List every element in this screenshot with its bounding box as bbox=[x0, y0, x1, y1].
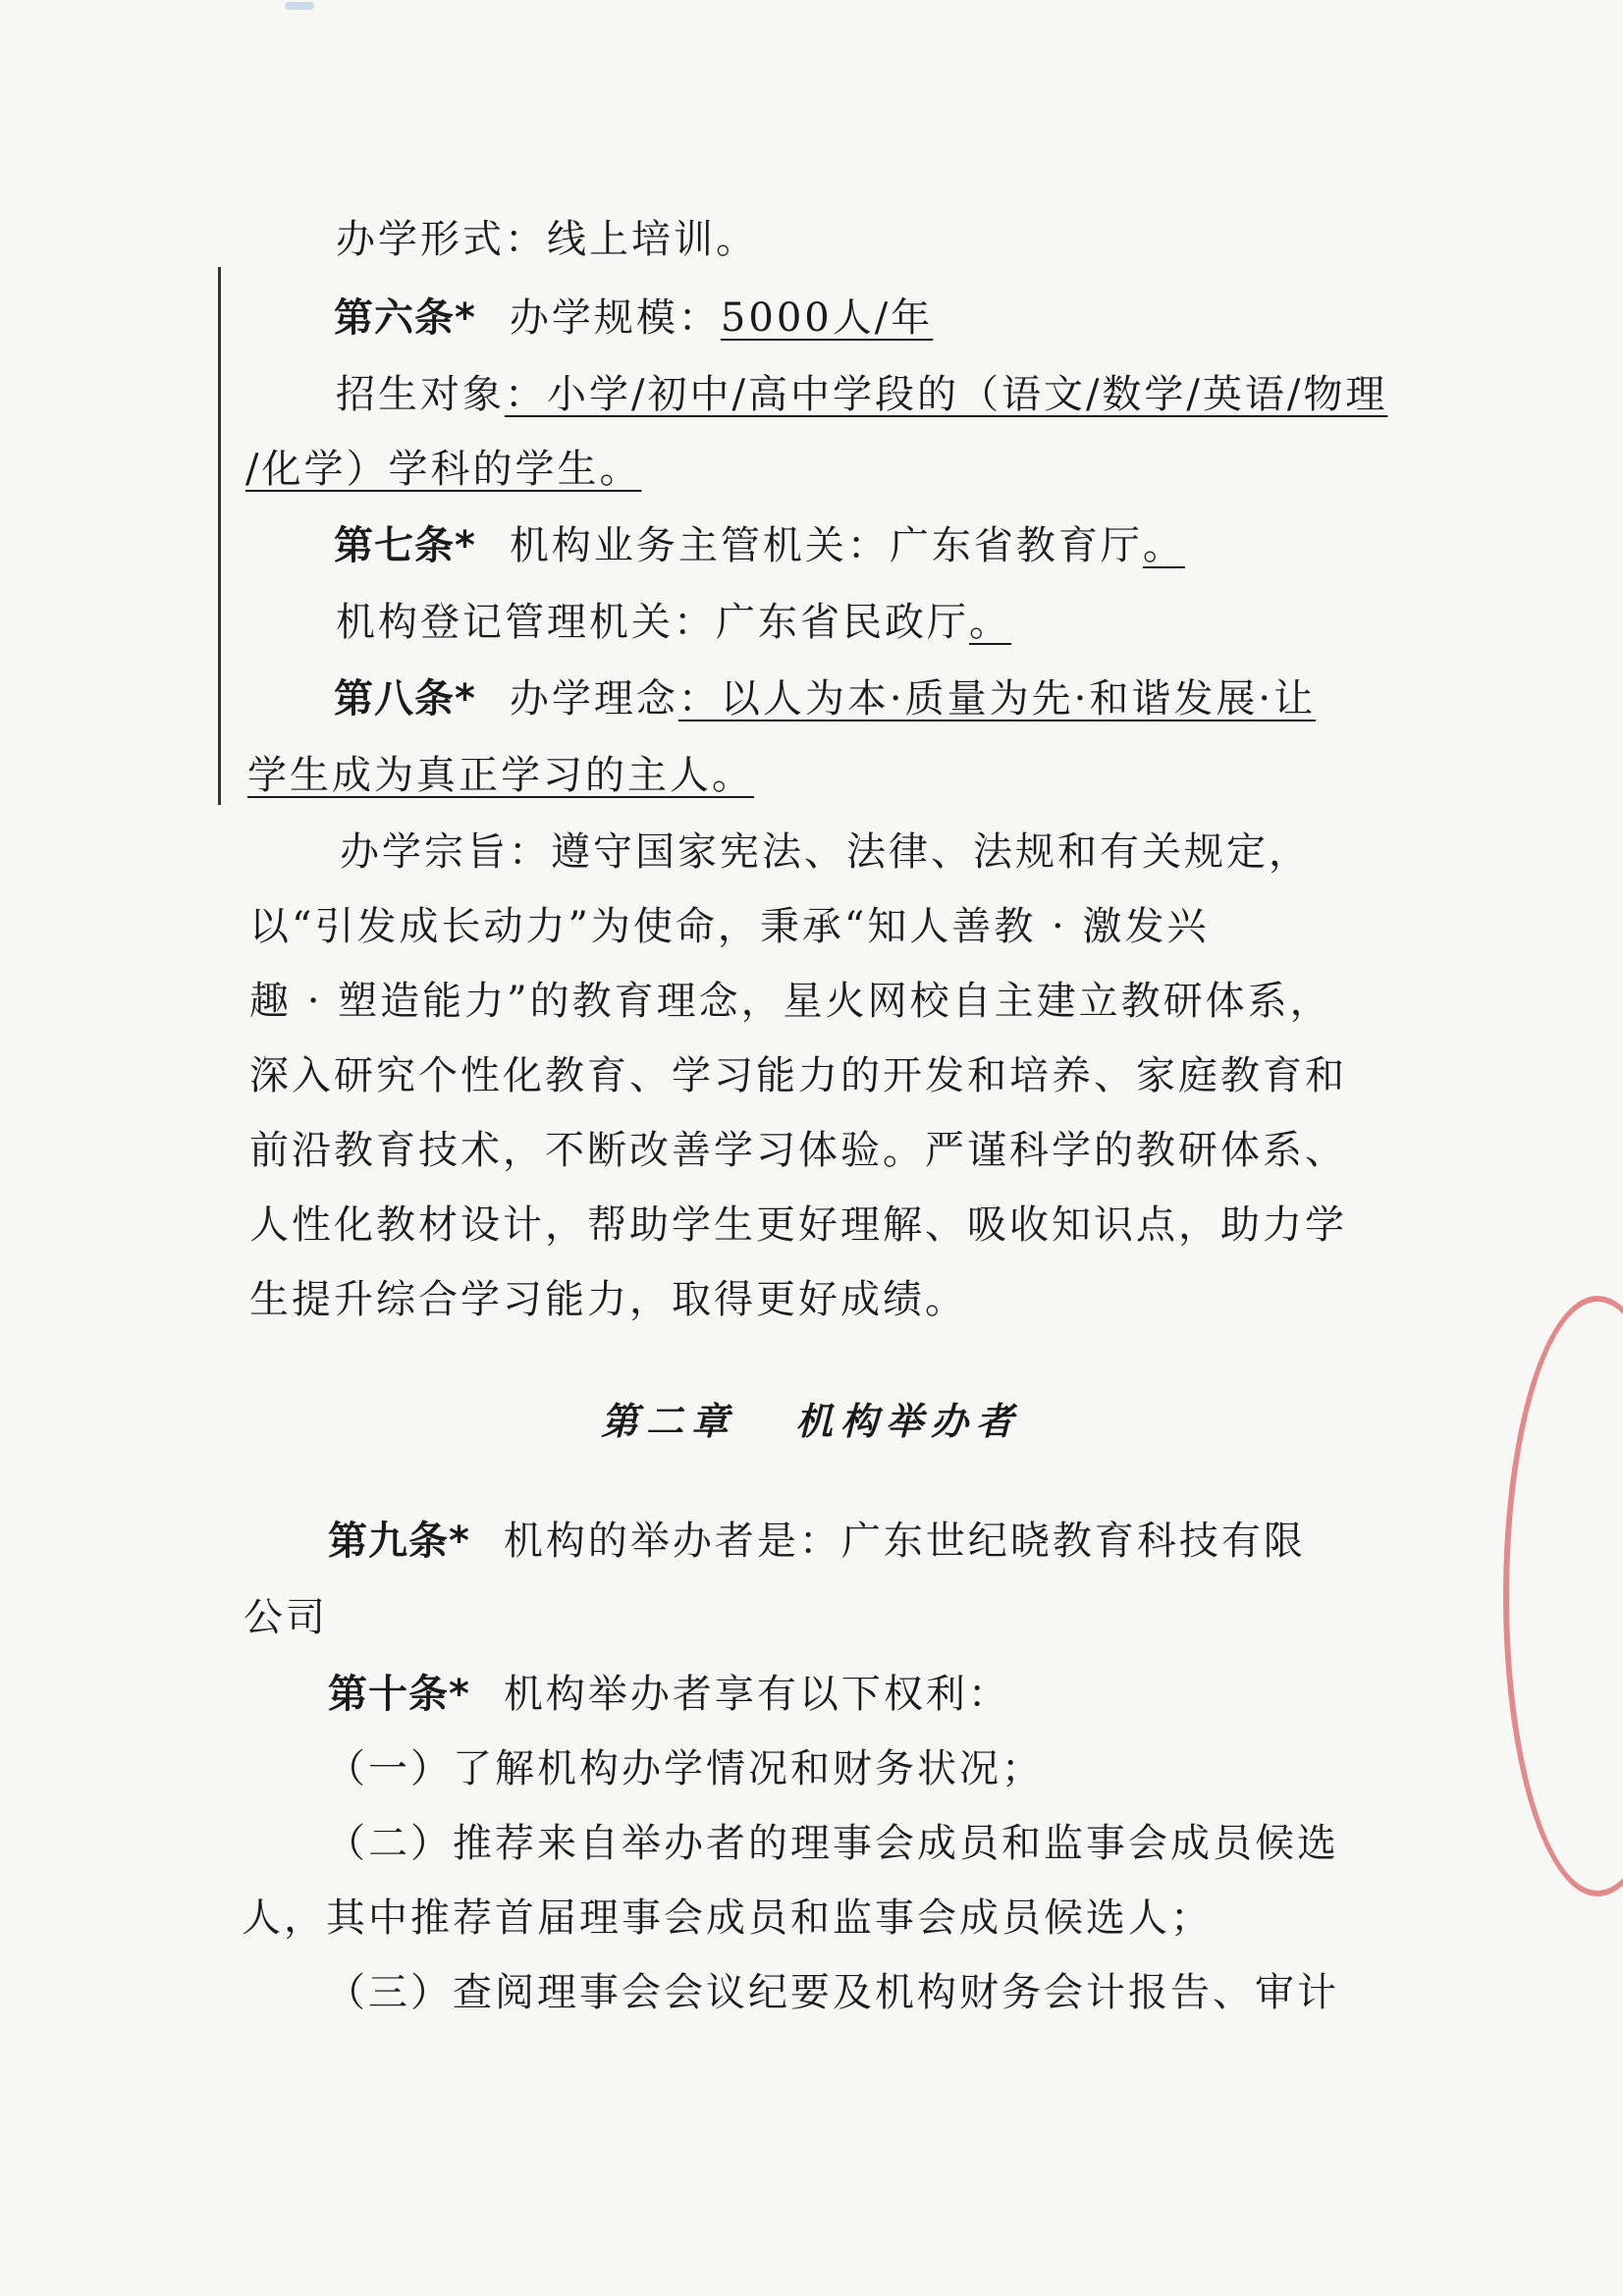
text: 生提升综合学习能力，取得更好成绩。 bbox=[249, 1277, 967, 1322]
text: 机构的举办者是：广东世纪晓教育科技有限 bbox=[503, 1519, 1306, 1564]
text: 人性化教材设计，帮助学生更好理解、吸收知识点，助力学 bbox=[249, 1202, 1347, 1248]
text: （三）查阅理事会会议纪要及机构财务会计报告、审计 bbox=[326, 1970, 1339, 2015]
text: 招生对象 bbox=[336, 372, 505, 417]
teaching-form-line bbox=[336, 214, 758, 265]
underlined-value: /化学）学科的学生。 bbox=[245, 447, 642, 492]
revision-bar bbox=[218, 267, 221, 805]
text: 公司 bbox=[243, 1595, 328, 1640]
text: 办学宗旨：遵守国家宪法、法律、法规和有关规定， bbox=[340, 829, 1311, 875]
underlined-value: 。 bbox=[969, 600, 1011, 645]
text: 办学规模： bbox=[509, 295, 721, 341]
chapter-number: 第二章 bbox=[601, 1400, 737, 1443]
text: 以“引发成长动力”为使命，秉承“知人善教 · 激发兴 bbox=[249, 904, 1210, 949]
underlined-value: ：以人为本·质量为先·和谐发展·让 bbox=[677, 676, 1317, 721]
purpose-line-6 bbox=[249, 1200, 1347, 1251]
article-label: 第十条* bbox=[328, 1672, 470, 1717]
article-label: 第八条* bbox=[334, 676, 476, 721]
enrollment-line-cont bbox=[245, 444, 641, 495]
text: 机构业务主管机关：广东省教育厅 bbox=[509, 523, 1143, 568]
article-8-line bbox=[334, 673, 1316, 724]
article-label: 第九条* bbox=[328, 1519, 470, 1564]
underlined-value: ：小学/初中/高中学段的（语文/数学/英语/物理 bbox=[505, 372, 1388, 417]
text: 人，其中推荐首届理事会成员和监事会成员候选人； bbox=[242, 1896, 1213, 1941]
underlined-value: 5000人/年 bbox=[720, 295, 934, 341]
underlined-value: 学生成为真正学习的主人。 bbox=[247, 753, 754, 798]
purpose-line-5 bbox=[249, 1125, 1347, 1176]
text: 前沿教育技术，不断改善学习体验。严谨科学的教研体系、 bbox=[249, 1128, 1347, 1173]
purpose-line-3 bbox=[249, 976, 1332, 1027]
purpose-line-2 bbox=[249, 901, 1210, 952]
text: 机构举办者享有以下权利： bbox=[503, 1672, 1010, 1717]
philosophy-line-cont bbox=[247, 750, 754, 801]
text: 机构登记管理机关：广东省民政厅 bbox=[336, 600, 969, 645]
article-9-line bbox=[328, 1516, 1306, 1567]
right-item-3 bbox=[326, 1967, 1339, 2018]
chapter-title: 机构举办者 bbox=[795, 1400, 1022, 1443]
text: 办学理念 bbox=[509, 676, 678, 721]
article-9-line-cont bbox=[243, 1592, 328, 1643]
text: （一）了解机构办学情况和财务状况； bbox=[326, 1746, 1044, 1791]
right-item-2-cont bbox=[242, 1893, 1213, 1944]
red-seal-stamp bbox=[1503, 1296, 1623, 1896]
article-label: 第七条* bbox=[334, 523, 476, 568]
enrollment-line bbox=[336, 369, 1387, 420]
article-7-line bbox=[334, 520, 1185, 571]
scan-speck bbox=[285, 2, 314, 10]
purpose-line-4 bbox=[249, 1050, 1347, 1101]
chapter-heading bbox=[601, 1396, 1021, 1447]
article-label: 第六条* bbox=[334, 295, 476, 341]
article-10-line bbox=[328, 1669, 1010, 1720]
text: 趣 · 塑造能力”的教育理念，星火网校自主建立教研体系， bbox=[249, 979, 1332, 1024]
text: （二）推荐来自举办者的理事会成员和监事会成员候选 bbox=[326, 1821, 1339, 1866]
registration-line bbox=[336, 597, 1011, 648]
article-6-line bbox=[334, 293, 933, 344]
text: 办学形式：线上培训。 bbox=[336, 217, 758, 262]
underlined-value: 。 bbox=[1142, 523, 1185, 568]
purpose-line-7 bbox=[249, 1274, 967, 1325]
purpose-line-1 bbox=[340, 827, 1311, 878]
right-item-1 bbox=[326, 1743, 1044, 1794]
text: 深入研究个性化教育、学习能力的开发和培养、家庭教育和 bbox=[249, 1053, 1347, 1098]
right-item-2 bbox=[326, 1818, 1339, 1869]
